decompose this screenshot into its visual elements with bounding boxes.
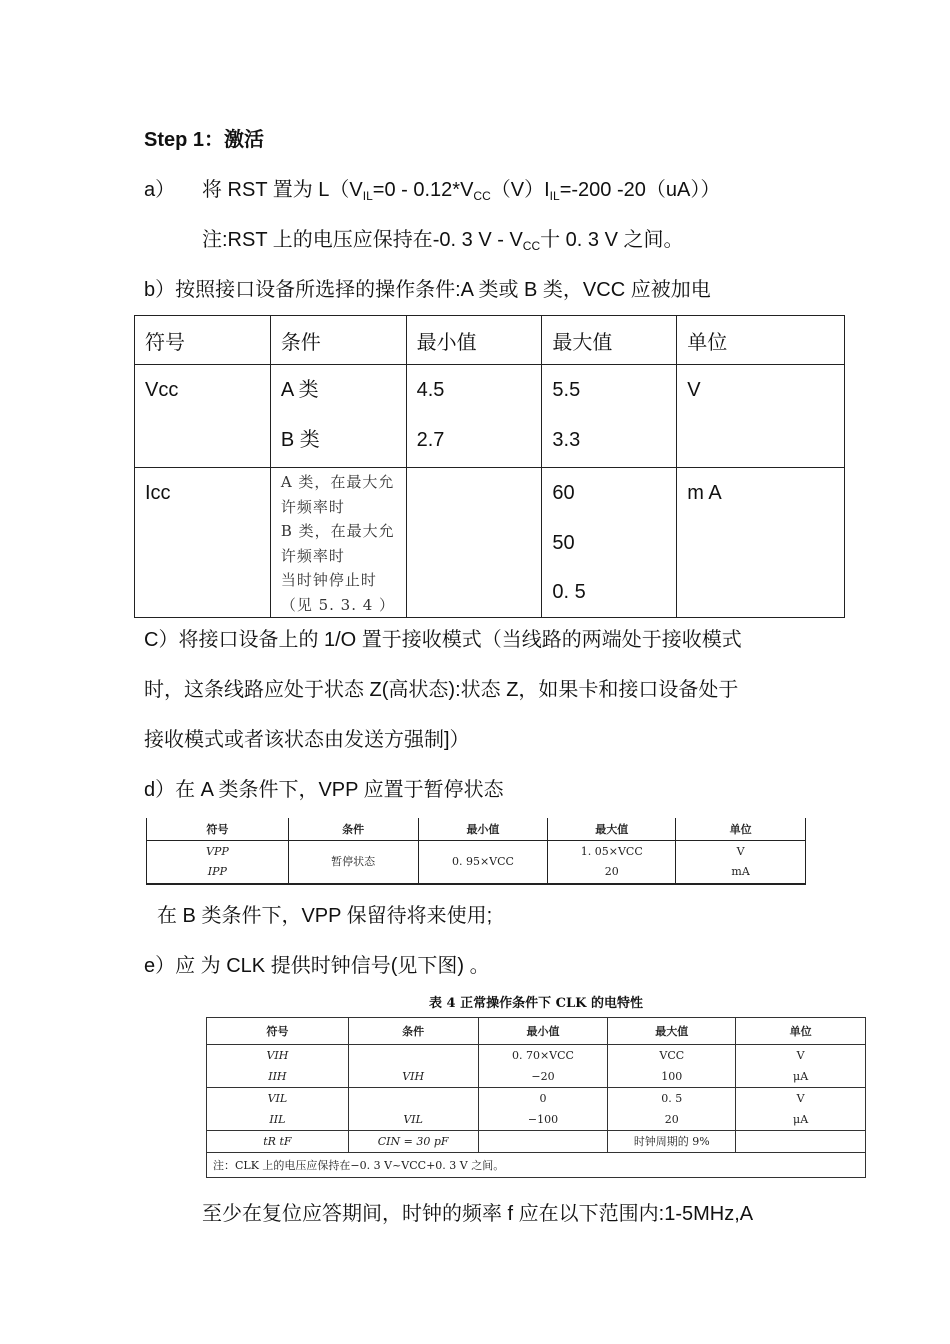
iil-min: −100 xyxy=(527,1113,559,1126)
iih-max: 100 xyxy=(661,1070,683,1083)
icc-cond-line: B 类，在最大允 xyxy=(280,522,395,540)
header-cell: 最小值 xyxy=(418,818,548,841)
table-row xyxy=(207,1088,866,1131)
clk-cond-cell xyxy=(348,1088,478,1131)
vil-min: 0 xyxy=(539,1092,547,1105)
vcc-max-b: 3.3 xyxy=(552,429,581,451)
tr-tf-symbols: tR tF xyxy=(207,1131,349,1153)
item-a-note: 注:RST 上的电压应保持在-0. 3 V - $V_{CC}$十 0. 3 V 之间。 xyxy=(202,229,684,253)
step-heading: Step 1：激活 xyxy=(144,129,265,151)
vcc-symbol: Vcc xyxy=(145,379,179,401)
vpp-cond: 暂停状态 xyxy=(288,841,418,885)
item-c-line3: 接收模式或者该状态由发送方强制]） xyxy=(144,729,470,751)
clk-symbols-cell xyxy=(207,1088,349,1131)
iil-symbol: IIL xyxy=(269,1113,286,1126)
vcc-max-a: 5.5 xyxy=(552,379,581,401)
icc-cond-line: 许频率时 xyxy=(280,546,345,565)
icc-symbol-cell xyxy=(135,468,271,618)
vil-unit: V xyxy=(796,1092,805,1105)
table-row xyxy=(207,1045,866,1088)
icc-max-value: 0. 5 xyxy=(552,581,586,603)
clk-max-cell xyxy=(608,1045,736,1088)
header-cell: 符号 xyxy=(135,316,271,365)
final-line: 至少在复位应答期间，时钟的频率 f 应在以下范围内:1-5MHz,A xyxy=(202,1203,754,1225)
vpp-symbol: VPP xyxy=(206,845,229,858)
vcc-unit: V xyxy=(687,379,701,401)
vpp-max: 1. 05×VCC xyxy=(580,845,643,858)
icc-cond-line: A 类，在最大允 xyxy=(280,473,395,491)
item-d-text: d）在 A 类条件下，VPP 应置于暂停状态 xyxy=(144,779,504,801)
clk-unit-cell xyxy=(736,1045,866,1088)
header-cell: 最小值 xyxy=(406,316,542,365)
tr-tf-max: 时钟周期的 9% xyxy=(608,1131,736,1153)
vcc-icc-table xyxy=(134,315,845,618)
table-note: 注：CLK 上的电压应保持在−0. 3 V~VCC+0. 3 V 之间。 xyxy=(207,1153,866,1178)
vcc-min-cell xyxy=(406,365,542,468)
vpp-symbols-cell xyxy=(147,841,289,885)
vil-max: 0. 5 xyxy=(661,1092,683,1105)
item-b-text: b）按照接口设备所选择的操作条件:A 类或 B 类，VCC 应被加电 xyxy=(144,279,711,301)
icc-unit: m A xyxy=(687,482,722,504)
class-b-note: 在 B 类条件下，VPP 保留待将来使用; xyxy=(157,905,493,927)
clk-cond-cell xyxy=(348,1045,478,1088)
vpp-table xyxy=(146,818,806,885)
tr-tf-unit xyxy=(736,1131,866,1153)
clk-symbols-cell xyxy=(207,1045,349,1088)
table-row xyxy=(207,1131,866,1153)
clk-unit-cell xyxy=(736,1088,866,1131)
header-cell: 单位 xyxy=(676,818,806,841)
vih-max: VCC xyxy=(659,1049,685,1062)
header-cell: 最小值 xyxy=(478,1018,608,1045)
icc-cond-line: 许频率时 xyxy=(280,497,345,516)
iih-min: −20 xyxy=(531,1070,555,1083)
icc-max-cell xyxy=(542,468,677,618)
header-cell: 条件 xyxy=(288,818,418,841)
vcc-min-a: 4.5 xyxy=(416,379,445,401)
icc-cond-line: （见 5. 3. 4 ） xyxy=(280,595,396,614)
icc-cond-cell xyxy=(270,468,406,618)
header-cell: 条件 xyxy=(348,1018,478,1045)
iil-unit: μA xyxy=(793,1113,809,1126)
vcc-cond-a: A 类 xyxy=(280,379,319,401)
header-cell: 符号 xyxy=(207,1018,349,1045)
clk-table xyxy=(206,1017,866,1178)
table-row xyxy=(147,841,806,885)
item-c-line2: 时，这条线路应处于状态 Z(高状态):状态 Z，如果卡和接口设备处于 xyxy=(144,679,739,701)
tr-tf-cond: CIN = 30 pF xyxy=(348,1131,478,1153)
table-header-row xyxy=(147,818,806,841)
tr-tf-min xyxy=(478,1131,608,1153)
iil-max: 20 xyxy=(664,1113,679,1126)
vih-unit: V xyxy=(796,1049,805,1062)
icc-cond-line: 当时钟停止时 xyxy=(280,571,377,589)
vih-symbol: VIH xyxy=(266,1049,289,1062)
vcc-max-cell xyxy=(542,365,677,468)
header-cell: 单位 xyxy=(736,1018,866,1045)
clk-min-cell xyxy=(478,1088,608,1131)
ipp-max: 20 xyxy=(604,865,619,878)
item-a-line: 将 RST 置为 $L(V_{IL}=0 - 0.12*V_{CC}(V)I_{IL}=-200$ -20（uA）） xyxy=(202,179,721,203)
vpp-max-cell xyxy=(548,841,676,885)
ipp-unit: mA xyxy=(731,865,750,878)
vil-cond: VIL xyxy=(403,1113,423,1126)
header-cell: 单位 xyxy=(677,316,845,365)
iih-unit: μA xyxy=(793,1070,809,1083)
table-note-row xyxy=(207,1153,866,1178)
header-cell: 条件 xyxy=(270,316,406,365)
vpp-unit: V xyxy=(736,845,745,858)
item-c-line1: C）将接口设备上的 1/O 置于接收模式（当线路的两端处于接收模式 xyxy=(144,629,742,651)
table-caption: 表 4 正常操作条件下 CLK 的电特性 xyxy=(429,996,643,1011)
vcc-cond-b: B 类 xyxy=(280,429,320,451)
vcc-unit-cell xyxy=(677,365,845,468)
table-row xyxy=(135,365,845,468)
icc-unit-cell xyxy=(677,468,845,618)
header-cell: 最大值 xyxy=(548,818,676,841)
header-cell: 最大值 xyxy=(608,1018,736,1045)
clk-min-cell xyxy=(478,1045,608,1088)
vih-cond: VIH xyxy=(402,1070,425,1083)
clk-max-cell xyxy=(608,1088,736,1131)
header-cell: 符号 xyxy=(147,818,289,841)
icc-max-value: 50 xyxy=(552,532,575,554)
table-row xyxy=(135,468,845,618)
table-header-row xyxy=(135,316,845,365)
vpp-unit-cell xyxy=(676,841,806,885)
icc-symbol: Icc xyxy=(145,482,171,504)
ipp-symbol: IPP xyxy=(207,865,227,878)
vcc-cond-cell xyxy=(270,365,406,468)
item-e-text: e）应 为 CLK 提供时钟信号(见下图) 。 xyxy=(144,955,490,977)
vcc-symbol-cell xyxy=(135,365,271,468)
vcc-min-b: 2.7 xyxy=(416,429,445,451)
header-cell: 最大值 xyxy=(542,316,677,365)
vpp-min: 0. 95×VCC xyxy=(418,841,548,885)
icc-min-cell xyxy=(406,468,542,618)
table-header-row xyxy=(207,1018,866,1045)
vil-symbol: VIL xyxy=(267,1092,288,1105)
item-a-marker: a） xyxy=(144,179,176,201)
vih-min: 0. 70×VCC xyxy=(511,1049,574,1062)
icc-max-value: 60 xyxy=(552,482,575,504)
iih-symbol: IIH xyxy=(268,1070,287,1083)
